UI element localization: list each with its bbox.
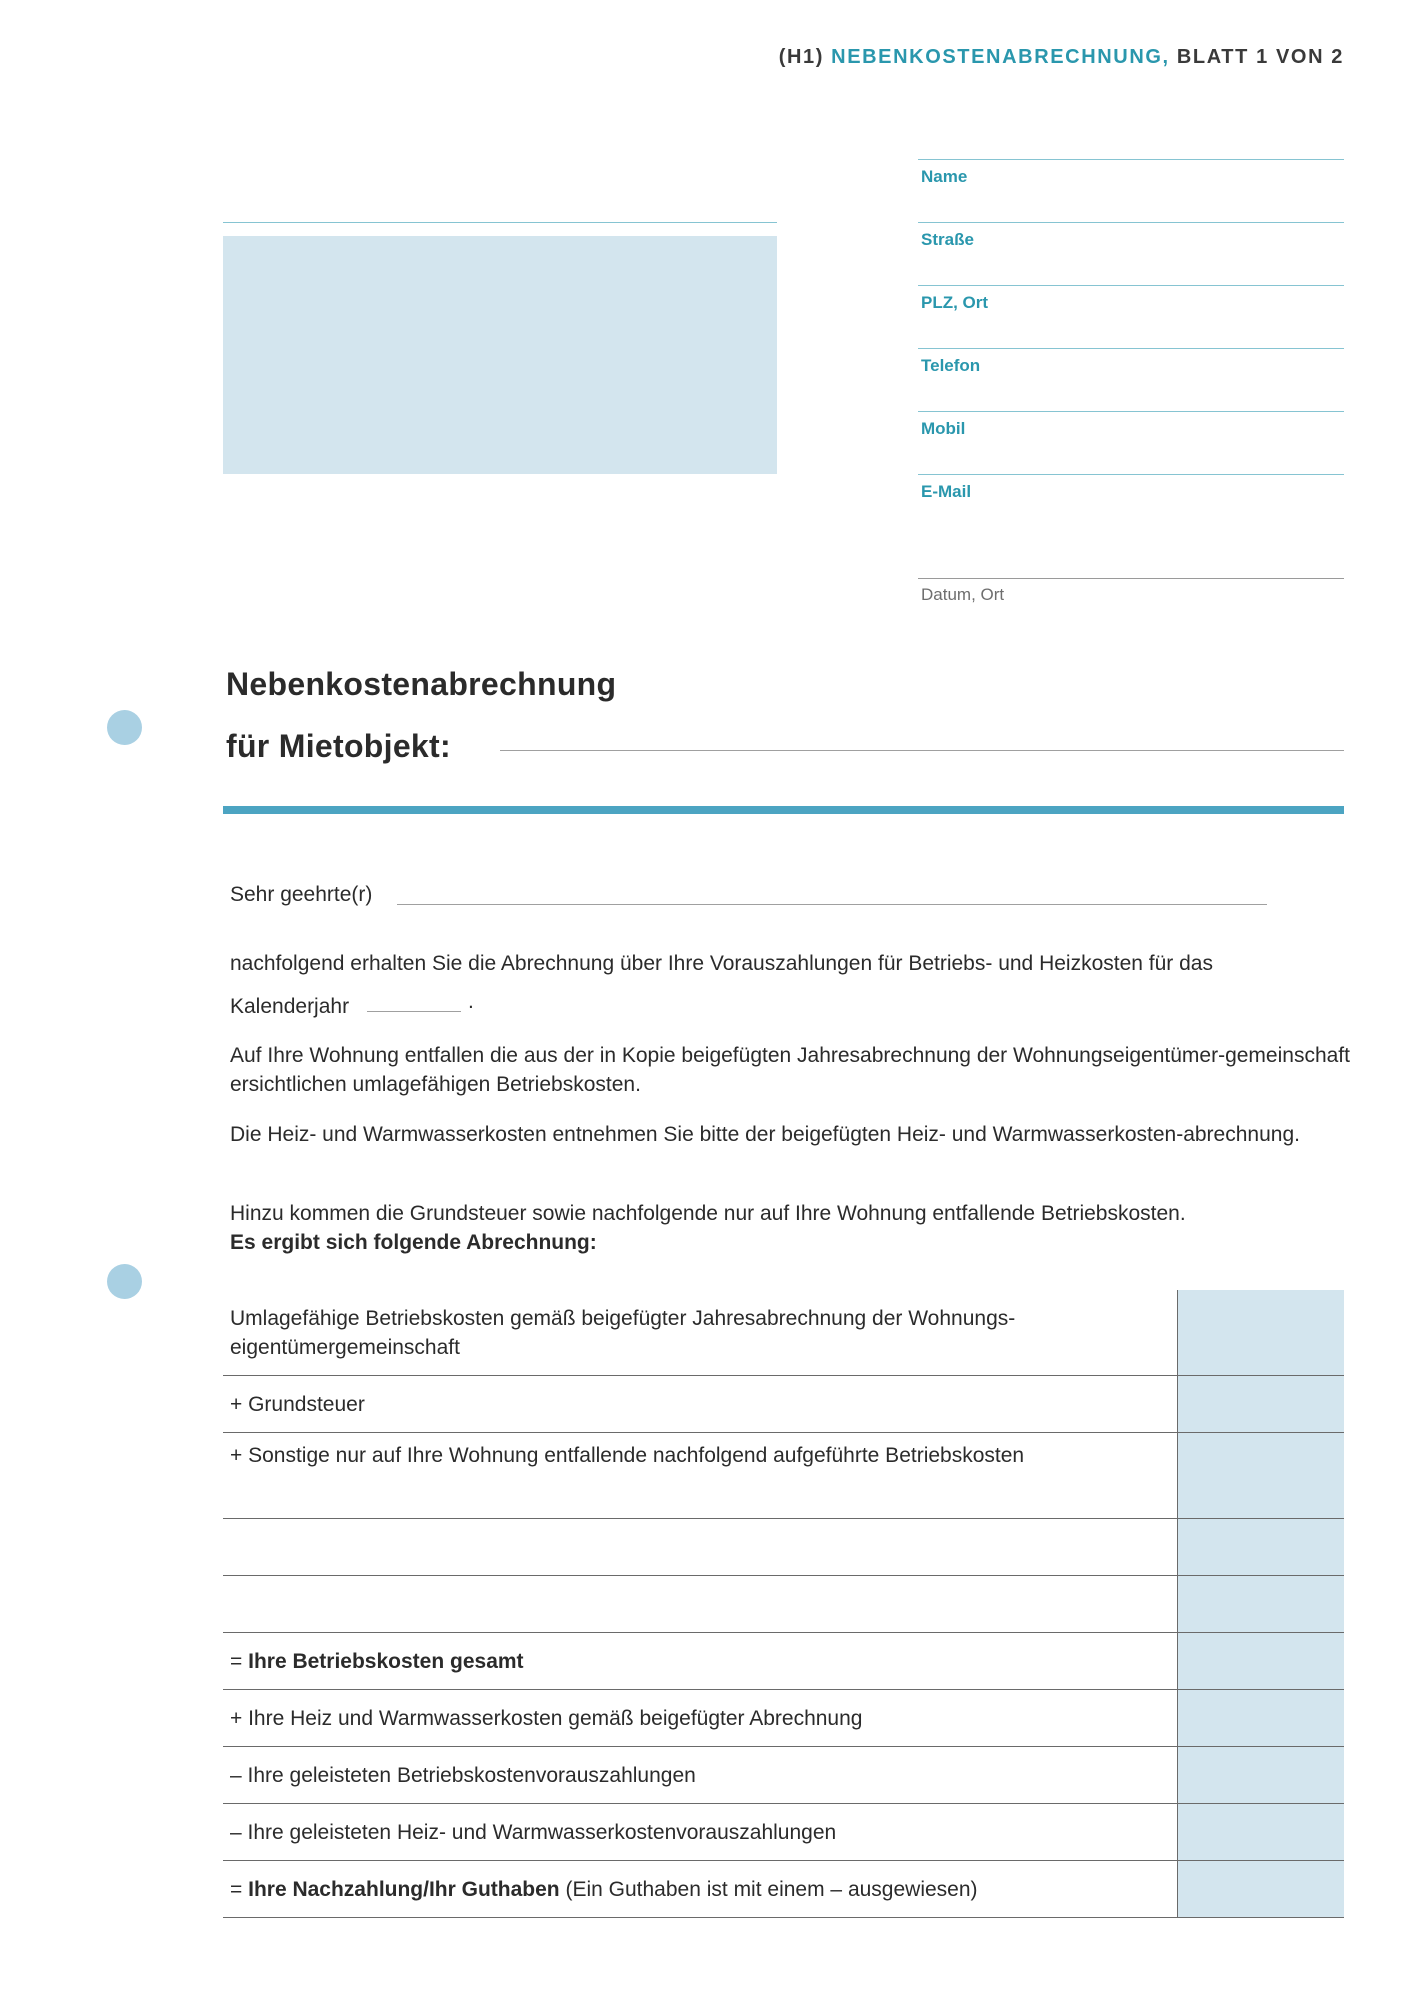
value-cell-blank-1[interactable] xyxy=(1177,1519,1344,1575)
field-label-phone[interactable]: Telefon xyxy=(921,356,981,375)
field-label-email[interactable]: E-Mail xyxy=(921,482,972,501)
year-input-line[interactable] xyxy=(367,1011,461,1012)
row-label-balance xyxy=(230,1875,1190,1904)
row-label-operating-costs: Umlagefähige Betriebskosten gemäß beigefügter Jahresabrechnung der Wohnungs-eigentümergemeinschaft xyxy=(230,1307,1016,1359)
value-cell-blank-2[interactable] xyxy=(1177,1576,1344,1632)
field-line-street xyxy=(918,222,1344,223)
table-row xyxy=(223,1804,1344,1861)
punch-mark-bottom xyxy=(107,1264,142,1299)
row-bold-text: Ihre Betriebskosten gesamt xyxy=(248,1650,524,1673)
table-row xyxy=(223,1633,1344,1690)
header-sheet: BLATT 1 VON 2 xyxy=(1176,46,1344,68)
property-input-line[interactable] xyxy=(500,750,1344,751)
row-label-heating-prepayments: – Ihre geleisteten Heiz- und Warmwasserkostenvorauszahlungen xyxy=(230,1821,837,1844)
value-cell-other-costs[interactable] xyxy=(1177,1433,1344,1518)
field-label-city[interactable]: PLZ, Ort xyxy=(921,293,989,312)
table-row xyxy=(223,1690,1344,1747)
year-period: . xyxy=(468,990,474,1013)
table-row xyxy=(223,1433,1344,1519)
row-label-operating-prepayments: – Ihre geleisteten Betriebskostenvorauszahlungen xyxy=(230,1764,696,1787)
value-cell-operating-costs[interactable] xyxy=(1177,1290,1344,1375)
header-title: NEBENKOSTENABRECHNUNG, xyxy=(831,46,1170,68)
value-cell-heating-costs[interactable] xyxy=(1177,1690,1344,1746)
row-prefix: = xyxy=(230,1650,249,1673)
value-cell-balance[interactable] xyxy=(1177,1861,1344,1917)
table-row xyxy=(223,1861,1344,1918)
address-line xyxy=(223,222,777,223)
salutation: Sehr geehrte(r) xyxy=(230,883,373,906)
value-cell-property-tax[interactable] xyxy=(1177,1376,1344,1432)
field-line-city xyxy=(918,285,1344,286)
salutation-input-line[interactable] xyxy=(397,904,1267,905)
value-cell-operating-prepayments[interactable] xyxy=(1177,1747,1344,1803)
paragraph-1-line-2: Kalenderjahr xyxy=(230,995,350,1018)
paragraph-1-line-1: nachfolgend erhalten Sie die Abrechnung über Ihre Vorauszahlungen für Betriebs- und Heizkosten für das xyxy=(230,952,1213,975)
header-prefix: (H1) xyxy=(778,46,824,68)
row-note: (Ein Guthaben ist mit einem – ausgewiesen) xyxy=(559,1878,978,1901)
paragraph-4-bold: Es ergibt sich folgende Abrechnung: xyxy=(230,1231,597,1254)
field-line-name xyxy=(918,159,1344,160)
row-label-property-tax: + Grundsteuer xyxy=(230,1393,365,1416)
paragraph-2: Auf Ihre Wohnung entfallen die aus der in Kopie beigefügten Jahresabrechnung der Wohnungseigentümer-gemeinschaft ersichtlichen umlagefähigen Betriebskosten. xyxy=(230,1044,1350,1096)
row-label-total-operating xyxy=(230,1647,1190,1676)
table-row xyxy=(223,1576,1344,1633)
row-prefix: = xyxy=(230,1878,249,1901)
table-row xyxy=(223,1376,1344,1433)
doc-subtitle: für Mietobjekt: xyxy=(226,728,451,764)
punch-mark-top xyxy=(107,710,142,745)
date-line xyxy=(918,578,1344,579)
page-header xyxy=(779,46,1344,69)
row-label-heating-costs: + Ihre Heiz und Warmwasserkosten gemäß beigefügter Abrechnung xyxy=(230,1707,863,1730)
billing-table xyxy=(223,1290,1344,1918)
doc-title: Nebenkostenabrechnung xyxy=(226,666,617,702)
field-label-street[interactable]: Straße xyxy=(921,230,974,249)
address-box[interactable] xyxy=(223,236,777,474)
date-label[interactable]: Datum, Ort xyxy=(921,585,1005,604)
paragraph-4: Hinzu kommen die Grundsteuer sowie nachfolgende nur auf Ihre Wohnung entfallende Betriebskosten. xyxy=(230,1202,1186,1225)
field-label-mobile[interactable]: Mobil xyxy=(921,419,966,438)
field-line-email xyxy=(918,474,1344,475)
field-label-name[interactable]: Name xyxy=(921,167,968,186)
table-row xyxy=(223,1290,1344,1376)
row-label-other-costs: + Sonstige nur auf Ihre Wohnung entfallende nachfolgend aufgeführte Betriebskosten xyxy=(230,1444,1025,1467)
paragraph-3: Die Heiz- und Warmwasserkosten entnehmen Sie bitte der beigefügten Heiz- und Warmwasserkosten-abrechnung. xyxy=(230,1123,1300,1146)
table-row xyxy=(223,1519,1344,1576)
field-line-mobile xyxy=(918,411,1344,412)
value-cell-heating-prepayments[interactable] xyxy=(1177,1804,1344,1860)
field-line-phone xyxy=(918,348,1344,349)
value-cell-total-operating[interactable] xyxy=(1177,1633,1344,1689)
table-row xyxy=(223,1747,1344,1804)
title-divider-bar xyxy=(223,806,1344,814)
row-bold-text: Ihre Nachzahlung/Ihr Guthaben xyxy=(248,1878,560,1901)
